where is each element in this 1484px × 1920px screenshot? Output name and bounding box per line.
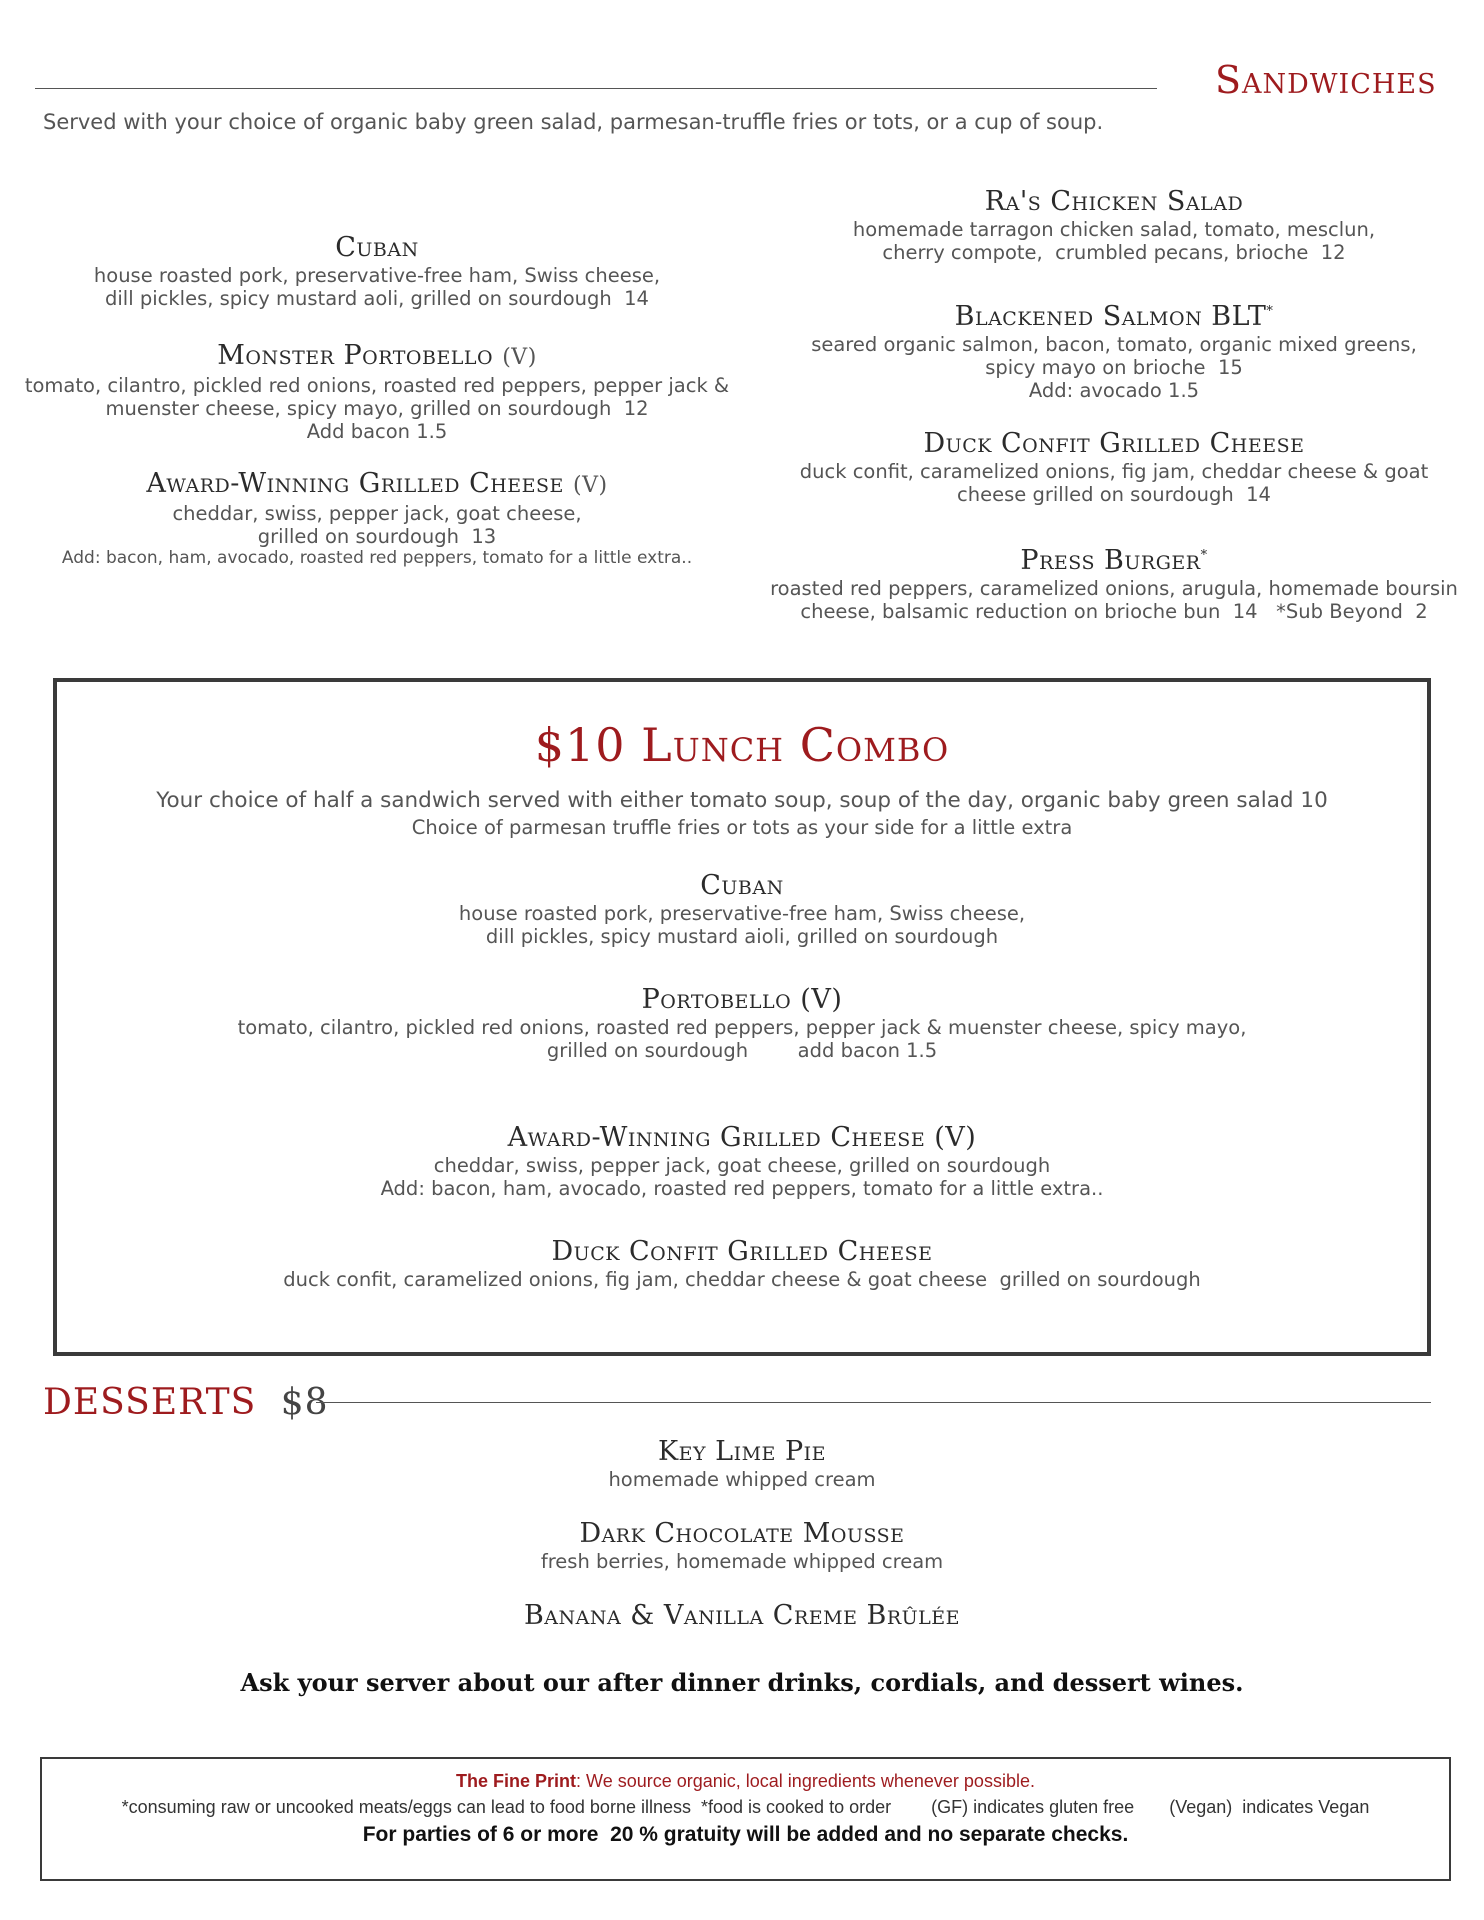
- vegetarian-tag: (V): [502, 345, 537, 370]
- sandwich-press-burger: [754, 540, 1474, 623]
- fine-print-text: : We source organic, local ingredients whenever possible.: [576, 1771, 1035, 1791]
- item-desc: seared organic salmon, bacon, tomato, organic mixed greens,: [811, 333, 1417, 356]
- desserts-title: [43, 1382, 329, 1423]
- sandwich-monster-portobello: [0, 340, 754, 443]
- item-name: Monster Portobello: [217, 340, 494, 371]
- sandwiches-title: Sandwiches: [1215, 58, 1437, 102]
- item-name: Portobello (V): [641, 984, 843, 1015]
- vegetarian-tag: (V): [573, 473, 608, 498]
- combo-item-cuban: [57, 870, 1427, 948]
- item-desc: duck confit, caramelized onions, fig jam, cheddar cheese & goat cheese grilled on sourdough: [283, 1268, 1201, 1291]
- lunch-combo-box: [53, 678, 1431, 1356]
- sandwiches-rule: [35, 88, 1157, 89]
- sandwich-cuban: [0, 232, 754, 310]
- desserts-label: DESSERTS: [43, 1382, 257, 1423]
- dessert-dark-chocolate-mousse: [0, 1518, 1484, 1573]
- lunch-combo-intro: Your choice of half a sandwich served with either tomato soup, soup of the day, organic baby green salad 10: [156, 788, 1328, 813]
- item-desc: grilled on sourdough add bacon 1.5: [546, 1039, 938, 1062]
- fine-print-label: The Fine Print: [456, 1771, 577, 1791]
- sandwich-blackened-salmon-blt: [754, 296, 1474, 402]
- fine-print-intro: [42, 1771, 1449, 1792]
- sandwich-duck-confit-grilled-cheese: [754, 428, 1474, 506]
- item-name: Press Burger: [1020, 545, 1201, 576]
- item-desc: roasted red peppers, caramelized onions, arugula, homemade boursin: [770, 577, 1458, 600]
- desserts-rule: [316, 1402, 1431, 1403]
- item-desc: homemade tarragon chicken salad, tomato, mesclun,: [852, 218, 1376, 241]
- after-dinner-drinks-note: Ask your server about our after dinner drinks, cordials, and dessert wines.: [240, 1668, 1244, 1697]
- item-name: Cuban: [700, 870, 784, 901]
- item-name: Duck Confit Grilled Cheese: [551, 1236, 933, 1267]
- item-name: Dark Chocolate Mousse: [579, 1518, 905, 1549]
- item-desc: fresh berries, homemade whipped cream: [540, 1550, 944, 1573]
- item-name: Ra's Chicken Salad: [984, 186, 1244, 217]
- dessert-key-lime-pie: [0, 1436, 1484, 1491]
- sandwich-award-winning-grilled-cheese: [0, 468, 754, 568]
- item-desc: homemade whipped cream: [608, 1468, 876, 1491]
- lunch-combo-title: $10 Lunch Combo: [534, 718, 950, 772]
- item-desc: grilled on sourdough 13: [257, 525, 497, 548]
- item-desc: tomato, cilantro, pickled red onions, roasted red peppers, pepper jack &: [24, 374, 730, 397]
- item-name: Key Lime Pie: [657, 1436, 827, 1467]
- item-desc: Add: bacon, ham, avocado, roasted red peppers, tomato for a little extra..: [380, 1177, 1104, 1200]
- item-desc: dill pickles, spicy mustard aoli, grilled on sourdough 14: [105, 287, 649, 310]
- combo-item-portobello: [57, 984, 1427, 1062]
- item-desc: Add: avocado 1.5: [1028, 379, 1200, 402]
- item-desc: tomato, cilantro, pickled red onions, roasted red peppers, pepper jack & muenster cheese, spicy mayo,: [237, 1016, 1247, 1039]
- item-desc: Add bacon 1.5: [306, 420, 448, 443]
- item-note: Add: bacon, ham, avocado, roasted red peppers, tomato for a little extra..: [61, 548, 693, 568]
- item-name: Duck Confit Grilled Cheese: [923, 428, 1305, 459]
- item-desc: spicy mayo on brioche 15: [985, 356, 1243, 379]
- item-desc: duck confit, caramelized onions, fig jam, cheddar cheese & goat: [799, 460, 1429, 483]
- item-desc: cheese grilled on sourdough 14: [957, 483, 1271, 506]
- raw-warning-mark: *: [1266, 304, 1274, 319]
- item-name: Award-Winning Grilled Cheese (V): [507, 1122, 977, 1153]
- sandwiches-subtitle: Served with your choice of organic baby green salad, parmesan-truffle fries or tots, or a cup of soup.: [43, 110, 1104, 134]
- item-desc: cheddar, swiss, pepper jack, goat cheese,: [172, 502, 582, 525]
- item-name: Cuban: [335, 232, 419, 263]
- item-name: Banana & Vanilla Creme Brûlée: [523, 1600, 961, 1631]
- item-desc: cheese, balsamic reduction on brioche bun 14 *Sub Beyond 2: [800, 600, 1428, 623]
- item-desc: muenster cheese, spicy mayo, grilled on sourdough 12: [105, 397, 649, 420]
- combo-item-duck-confit-grilled-cheese: [57, 1236, 1427, 1291]
- fine-print-notes: *consuming raw or uncooked meats/eggs can lead to food borne illness *food is cooked to order (GF) indicates gluten free (Vegan) indicates Vegan: [121, 1797, 1370, 1817]
- raw-warning-mark: *: [1200, 548, 1208, 563]
- fine-print-box: [40, 1757, 1451, 1881]
- item-desc: house roasted pork, preservative-free ham, Swiss cheese,: [93, 264, 661, 287]
- item-desc: dill pickles, spicy mustard aioli, grilled on sourdough: [485, 925, 999, 948]
- sandwich-ras-chicken-salad: [754, 186, 1474, 264]
- fine-print-gratuity: For parties of 6 or more 20 % gratuity will be added and no separate checks.: [362, 1823, 1129, 1846]
- desserts-price: $8: [280, 1382, 329, 1423]
- item-name: Blackened Salmon BLT: [954, 301, 1267, 332]
- dessert-creme-brulee: [0, 1600, 1484, 1632]
- item-desc: house roasted pork, preservative-free ham, Swiss cheese,: [458, 902, 1026, 925]
- item-desc: cheddar, swiss, pepper jack, goat cheese, grilled on sourdough: [433, 1154, 1051, 1177]
- lunch-combo-intro-side: Choice of parmesan truffle fries or tots as your side for a little extra: [411, 816, 1073, 839]
- item-name: Award-Winning Grilled Cheese: [146, 468, 564, 499]
- combo-item-award-winning-grilled-cheese: [57, 1122, 1427, 1200]
- item-desc: cherry compote, crumbled pecans, brioche 12: [882, 241, 1346, 264]
